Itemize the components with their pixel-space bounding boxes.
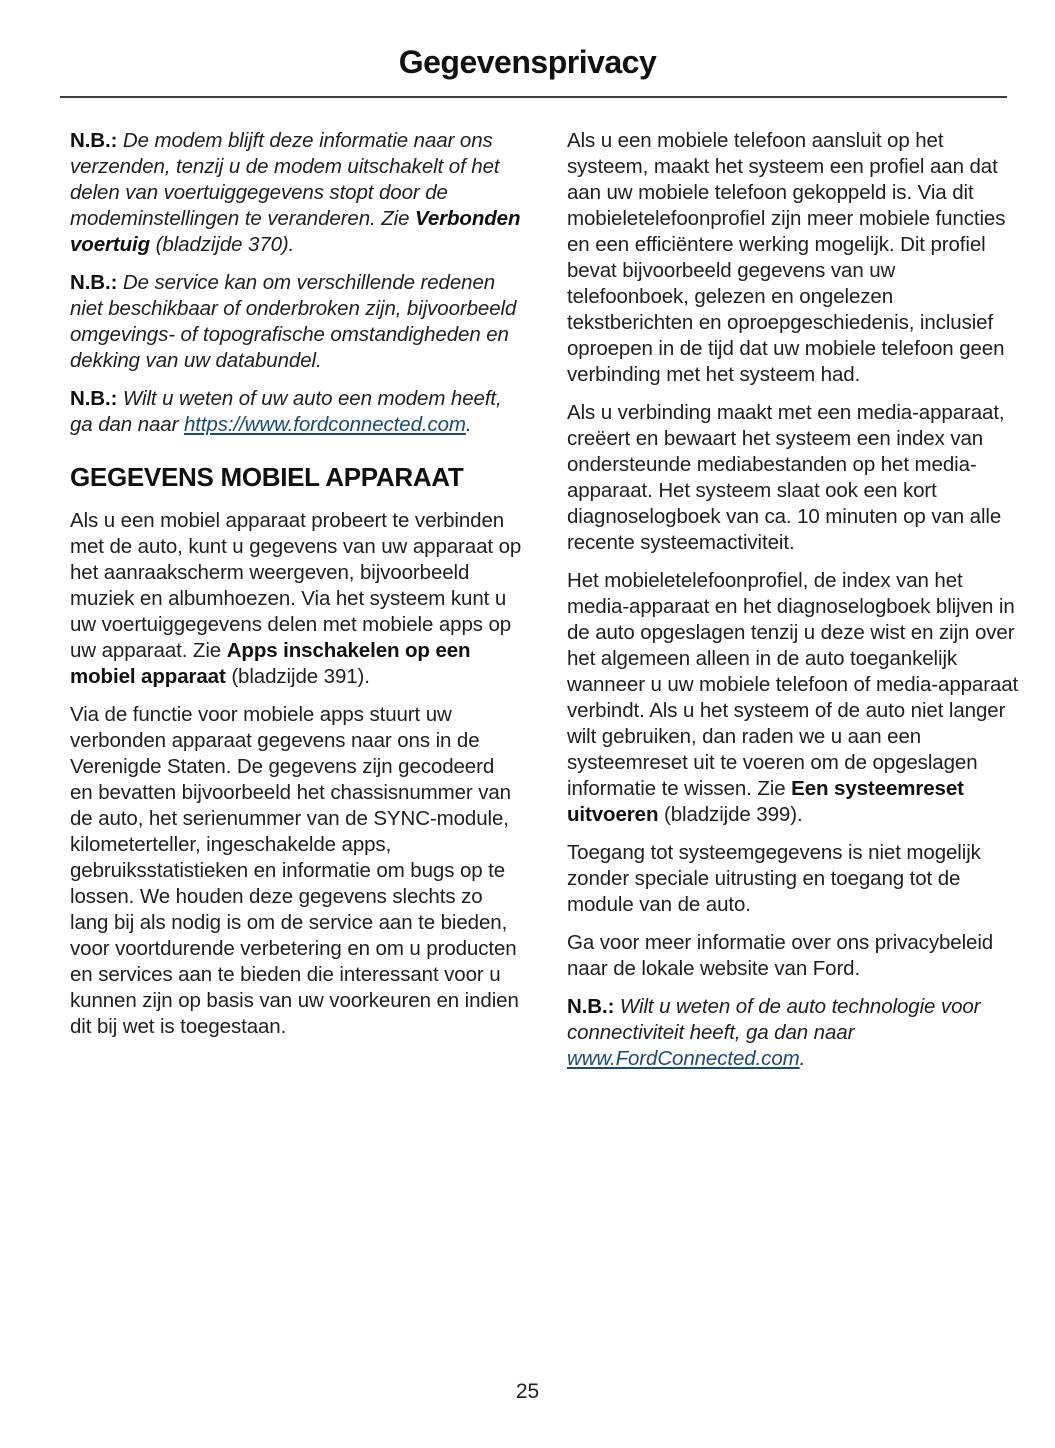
para-privacy-policy — [567, 930, 1019, 982]
note-modem — [70, 128, 522, 258]
text-segment: N.B.: — [70, 271, 118, 294]
text-segment: Via de functie voor mobiele apps stuurt uw verbonden apparaat gegevens naar ons in de Verenigde Staten. De gegevens zijn gecodeerd en bevatten bijvoorbeeld het chassisnummer van de auto, het serienummer van de SYNC-module, kilometerteller, ingeschakelde apps, gebruiksstatistieken en informatie om bugs op te lossen. We houden deze gegevens slechts zo lang bij als nodig is om de service aan te bieden, voor voortdurende verbetering en om u producten en services aan te bieden die interessant voor u kunnen zijn op basis van uw voorkeuren en indien dit bij wet is toegestaan. — [70, 703, 519, 1038]
text-segment: De service kan om verschillende redenen niet beschikbaar of onderbroken zijn, bijvoorbeeld omgevings- of topografische omstandigheden en dekking van uw databundel. — [70, 271, 517, 372]
text-segment: N.B.: — [567, 995, 615, 1018]
text-segment: Wilt u weten of de auto technologie voor connectiviteit heeft, ga dan naar — [567, 995, 981, 1044]
text-segment: Toegang tot systeemgegevens is niet mogelijk zonder speciale uitrusting en toegang tot de module van de auto. — [567, 841, 981, 916]
para-mobile-device-sharing — [70, 508, 522, 690]
inline-link[interactable]: https://www.fordconnected.com — [183, 413, 466, 436]
text-segment: N.B.: — [70, 387, 118, 410]
para-system-access — [567, 840, 1019, 918]
text-segment: Apps inschakelen op een mobiel apparaat — [70, 639, 471, 688]
text-segment: Verbonden voertuig — [70, 207, 521, 256]
note-connectivity-website — [567, 994, 1019, 1072]
text-segment: N.B.: — [70, 129, 118, 152]
para-mobile-apps-data — [70, 702, 522, 1040]
note-modem-website — [70, 386, 522, 438]
text-segment: Als u een mobiel apparaat probeert te verbinden met de auto, kunt u gegevens van uw apparaat op het aanraakscherm weergeven, bijvoorbeeld muziek en albumhoezen. Via het systeem kunt u uw voertuiggegevens delen met mobiele apps op uw apparaat. Zie — [70, 509, 522, 662]
para-stored-data-reset — [567, 568, 1019, 828]
text-segment: Een systeemreset uitvoeren — [567, 777, 964, 826]
text-segment: Wilt u weten of uw auto een modem heeft, ga dan naar — [70, 387, 502, 436]
text-segment: (bladzijde 399). — [658, 803, 803, 826]
page-title: Gegevensprivacy — [398, 44, 657, 80]
right-column — [567, 128, 1019, 1084]
section-heading-mobile-device-data: GEGEVENS MOBIEL APPARAAT — [70, 462, 464, 492]
content-columns — [0, 98, 1055, 1084]
text-segment: . — [465, 413, 472, 436]
para-media-index — [567, 400, 1019, 556]
page-number: 25 — [515, 1380, 540, 1403]
text-segment: (bladzijde 370). — [150, 233, 295, 256]
page-footer — [0, 1380, 1055, 1404]
para-phone-profile — [567, 128, 1019, 388]
text-segment: De modem blijft deze informatie naar ons verzenden, tenzij u de modem uitschakelt of het delen van voertuiggegevens stopt door de modeminstellingen te veranderen. Zie — [70, 129, 500, 230]
text-segment: Het mobieletelefoonprofiel, de index van het media-apparaat en het diagnoselogboek blijven in de auto opgeslagen tenzij u deze wist en zijn over het algemeen alleen in de auto toegankelijk wanneer u uw mobiele telefoon of media-apparaat verbindt. Als u het systeem of de auto niet langer wilt gebruiken, dan raden we u aan een systeemreset uit te voeren om de opgeslagen informatie te wissen. Zie — [567, 569, 1019, 800]
text-segment: Ga voor meer informatie over ons privacybeleid naar de lokale website van Ford. — [567, 931, 994, 980]
text-segment: Als u een mobiele telefoon aansluit op het systeem, maakt het systeem een profiel aan dat aan uw mobiele telefoon gekoppeld is. Via dit mobieletelefoonprofiel zijn meer mobiele functies en een efficiëntere werking mogelijk. Dit profiel bevat bijvoorbeeld gegevens van uw telefoonboek, gelezen en ongelezen tekstberichten en oproepgeschiedenis, inclusief oproepen in de tijd dat uw mobiele telefoon geen verbinding met het systeem had. — [567, 129, 1006, 386]
left-column — [70, 128, 522, 1084]
note-service-availability — [70, 270, 522, 374]
page-header — [0, 0, 1055, 98]
text-segment: Als u verbinding maakt met een media-apparaat, creëert en bewaart het systeem een index van ondersteunde mediabestanden op het media-apparaat. Het systeem slaat ook een kort diagnoselogboek van ca. 10 minuten op van alle recente systeemactiviteit. — [567, 401, 1005, 554]
text-segment: . — [799, 1047, 806, 1070]
inline-link[interactable]: www.FordConnected.com — [567, 1047, 800, 1070]
text-segment: (bladzijde 391). — [225, 665, 370, 688]
